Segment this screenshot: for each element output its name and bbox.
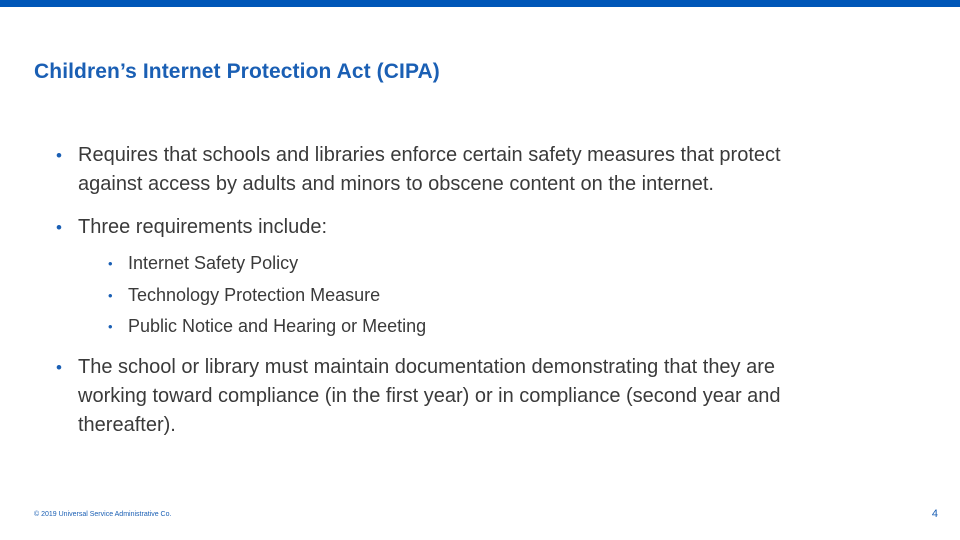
bullet-list — [56, 141, 856, 440]
bullet-three-requirements — [56, 213, 856, 343]
sub-bullet-technology-protection-measure: • Technology Protection Measure — [78, 280, 856, 312]
bullet-three-requirements-text: Three requirements include: — [78, 216, 328, 238]
sub-bullet-internet-safety-policy: • Internet Safety Policy — [78, 248, 856, 280]
footer-copyright: © 2019 Universal Service Administrative Co. — [34, 511, 172, 518]
bullet-documentation-text: The school or library must maintain documentation demonstrating that they are working toward compliance (in the first year) or in compliance (second year and thereafter). — [78, 355, 781, 436]
bullet-documentation — [56, 353, 838, 440]
sub-bullet-public-notice: • Public Notice and Hearing or Meeting — [78, 311, 856, 343]
requirements-sublist — [78, 248, 856, 343]
bullet-requires — [56, 141, 818, 199]
bullet-requires-text: Requires that schools and libraries enforce certain safety measures that protect against access by adults and minors to obscene content on the internet. — [78, 144, 781, 195]
page-number: 4 — [931, 508, 938, 520]
slide-title: Children’s Internet Protection Act (CIPA) — [34, 60, 440, 83]
top-accent-bar — [0, 0, 960, 7]
